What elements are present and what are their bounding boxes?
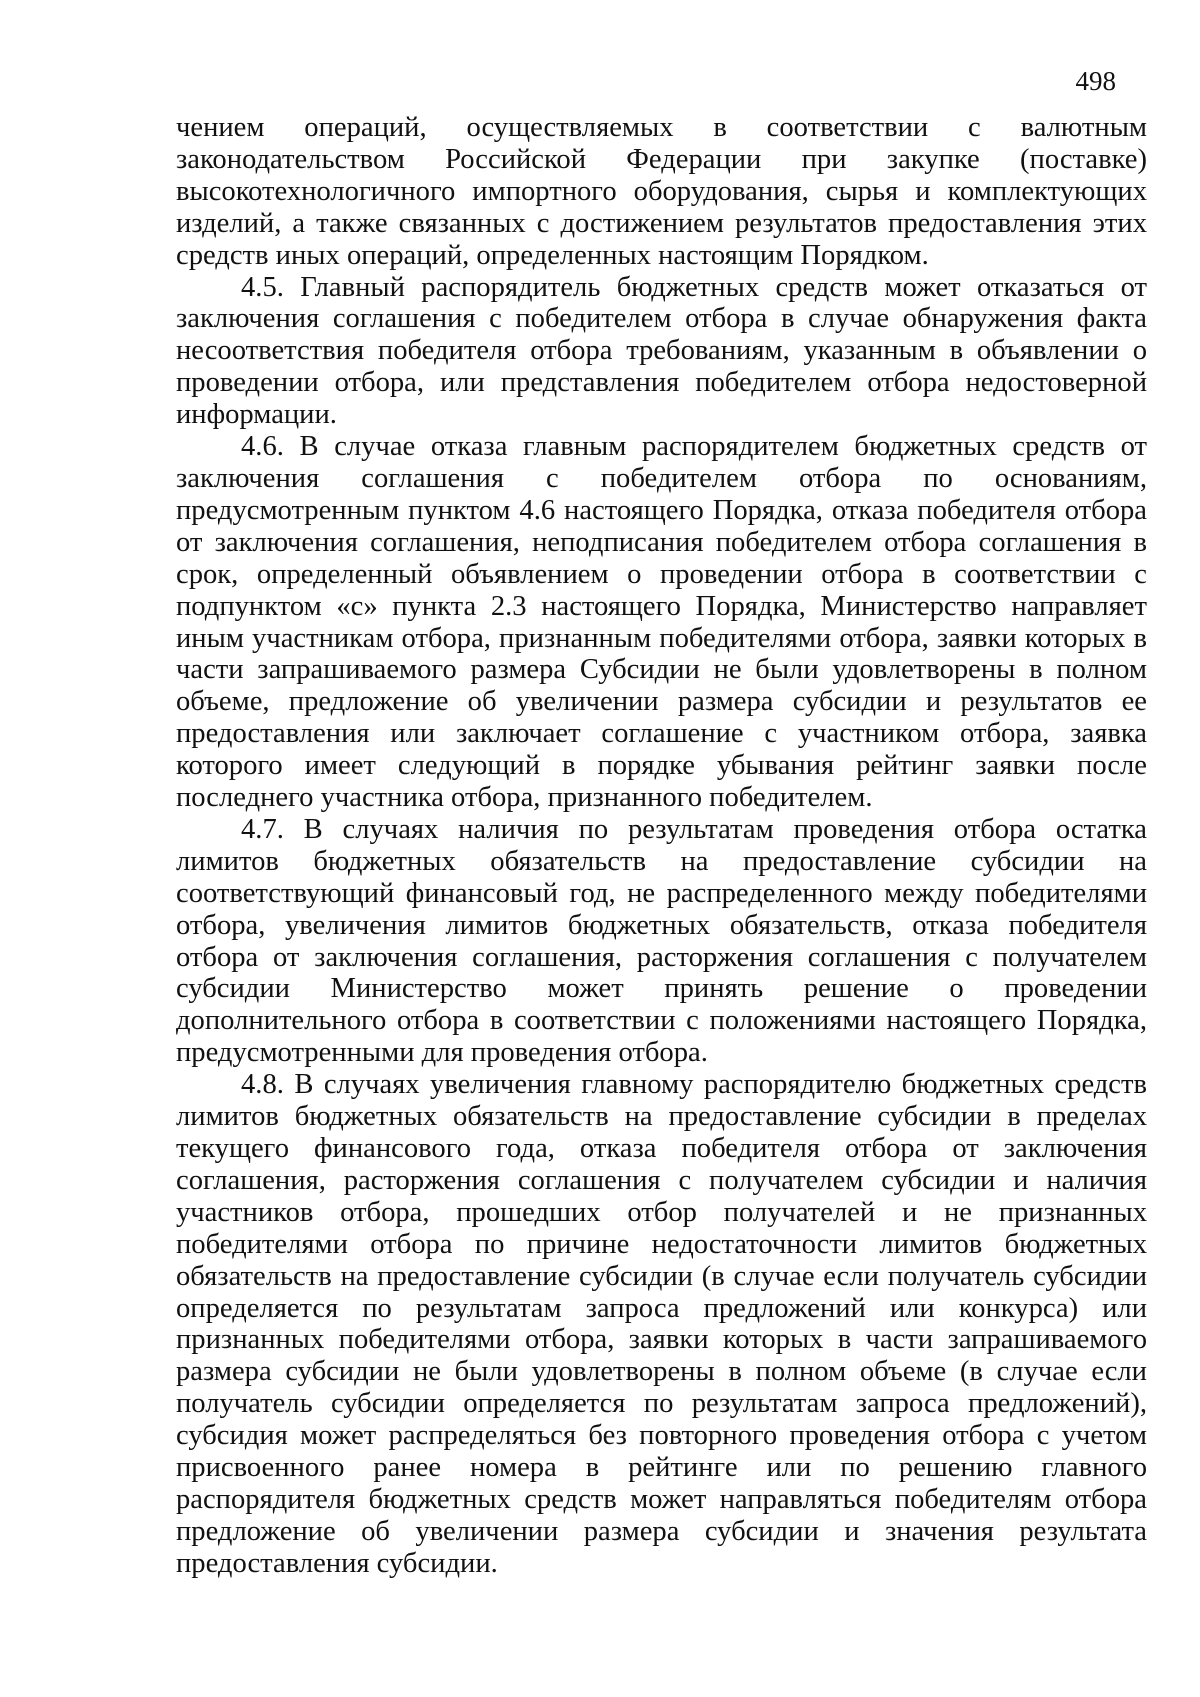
page-number: 498 xyxy=(1075,66,1116,96)
paragraph-4-6: 4.6. В случае отказа главным распорядителем бюджетных средств от заключения соглашения с победителем отбора по основаниям, предусмотренным пунктом 4.6 настоящего Порядка, отказа победителя отбора от заключения соглашения, неподписания победителем отбора соглашения в срок, определенный объявлением о проведении отбора в соответствии с подпунктом «с» пункта 2.3 настоящего Порядка, Министерство направляет иным участникам отбора, признанным победителями отбора, заявки которых в части запрашиваемого размера Субсидии не были удовлетворены в полном объеме, предложение об увеличении размера субсидии и результатов ее предоставления или заключает соглашение с участником отбора, заявка которого имеет следующий в порядке убывания рейтинг заявки после последнего участника отбора, признанного победителем. xyxy=(176,431,1147,814)
paragraph-4-7: 4.7. В случаях наличия по результатам проведения отбора остатка лимитов бюджетных обязательств на предоставление субсидии на соответствующий финансовый год, не распределенного между победителями отбора, увеличения лимитов бюджетных обязательств, отказа победителя отбора от заключения соглашения, расторжения соглашения с получателем субсидии Министерство может принять решение о проведении дополнительного отбора в соответствии с положениями настоящего Порядка, предусмотренными для проведения отбора. xyxy=(176,813,1147,1069)
paragraph-4-8: 4.8. В случаях увеличения главному распорядителю бюджетных средств лимитов бюджетных обязательств на предоставление субсидии в пределах текущего финансового года, отказа победителя отбора от заключения соглашения, расторжения соглашения с получателем субсидии и наличия участников отбора, прошедших отбор получателей и не признанных победителями отбора по причине недостаточности лимитов бюджетных обязательств на предоставление субсидии (в случае если получатель субсидии определяется по результатам запроса предложений или конкурса) или признанных победителями отбора, заявки которых в части запрашиваемого размера субсидии не были удовлетворены в полном объеме (в случае если получатель субсидии определяется по результатам запроса предложений), субсидия может распределяться без повторного проведения отбора с учетом присвоенного ранее номера в рейтинге или по решению главного распорядителя бюджетных средств может направляться победителям отбора предложение об увеличении размера субсидии и значения результата предоставления субсидии. xyxy=(176,1069,1147,1579)
paragraph-4-5: 4.5. Главный распорядитель бюджетных средств может отказаться от заключения соглашения с победителем отбора в случае обнаружения факта несоответствия победителя отбора требованиям, указанным в объявлении о проведении отбора, или представления победителем отбора недостоверной информации. xyxy=(176,271,1147,431)
paragraph-continuation: чением операций, осуществляемых в соответствии с валютным законодательством Российской Федерации при закупке (поставке) высокотехнологичного импортного оборудования, сырья и комплектующих изделий, а также связанных с достижением результатов предоставления этих средств иных операций, определенных настоящим Порядком. xyxy=(176,112,1147,271)
document-body xyxy=(176,112,1147,1580)
